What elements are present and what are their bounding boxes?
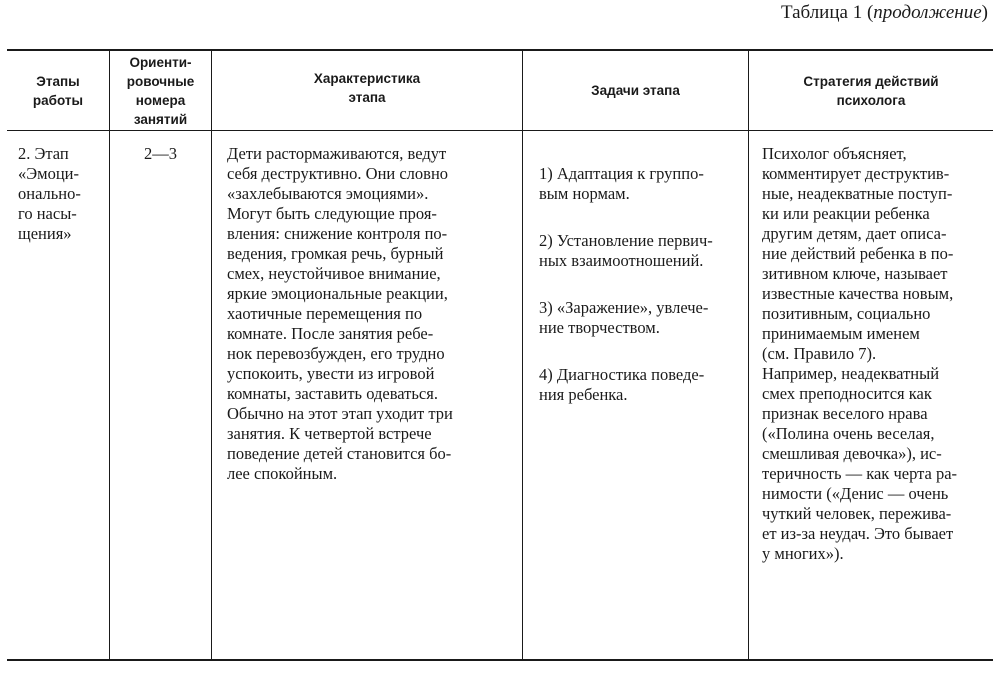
cell-sessions: 2—3 (144, 144, 177, 163)
task-item: 4) Диагностика поведе- ния ребенка. (539, 365, 705, 404)
header-characteristic: Характеристика этапа (313, 71, 421, 105)
cell-stage: 2. Этап «Эмоци- онально- го насы- щения» (18, 144, 81, 243)
caption-suffix: ) (981, 2, 988, 23)
table-bottom-rule (7, 659, 993, 661)
task-item: 3) «Заражение», увлече- ние творчеством. (539, 298, 709, 337)
header-tasks: Задачи этапа (591, 83, 680, 98)
caption-prefix: Таблица 1 ( (780, 2, 874, 23)
task-item: 1) Адаптация к группо- вым нормам. (539, 164, 704, 203)
caption-italic: продолжение (873, 2, 982, 23)
cell-characteristic: Дети растормаживаются, ведут себя деструктивно. Они словно «захлебываются эмоциями». Могут быть следующие проя- вления: снижение контроля по- ведения, громкая речь, бурный смех, неустойчивое внимание, яркие эмоциональные реакции, хаотичные перемещения по комнате. После занятия ребе- нок перевозбужден, его трудно успокоить, увести из игровой комнаты, заставить одеваться. Обычно на этот этап уходит три занятия. К четвертой встрече поведение детей становится бо- лее спокойным. (227, 144, 453, 483)
column-divider (748, 50, 749, 660)
header-stages: Этапы работы (32, 73, 84, 108)
cell-strategy: Психолог объясняет, комментирует деструктив- ные, неадекватные поступ- ки или реакции ребенка другим детям, дает описа- ние действий ребенка в по- зитивном ключе, называет известные качества новым, позитивным, социально принимаемым именем (см. Правило 7). Например, неадекватный смех преподносится как признак веселого нрава («Полина очень веселая, смешливая девочка»), ис- теричность — как черта ра- нимости («Денис — очень чуткий человек, пережива- ет из-за неудач. Это бывает у многих»). (762, 144, 958, 563)
column-divider (211, 50, 212, 660)
cell-tasks (539, 144, 745, 432)
header-divider (7, 130, 993, 131)
table-caption (781, 0, 988, 26)
header-sessions: Ориенти- ровочные номера занятий (126, 54, 195, 127)
column-divider (109, 50, 110, 660)
header-strategy: Стратегия действий психолога (803, 73, 939, 108)
task-item: 2) Установление первич- ных взаимоотношений. (539, 231, 713, 270)
column-divider (522, 50, 523, 660)
